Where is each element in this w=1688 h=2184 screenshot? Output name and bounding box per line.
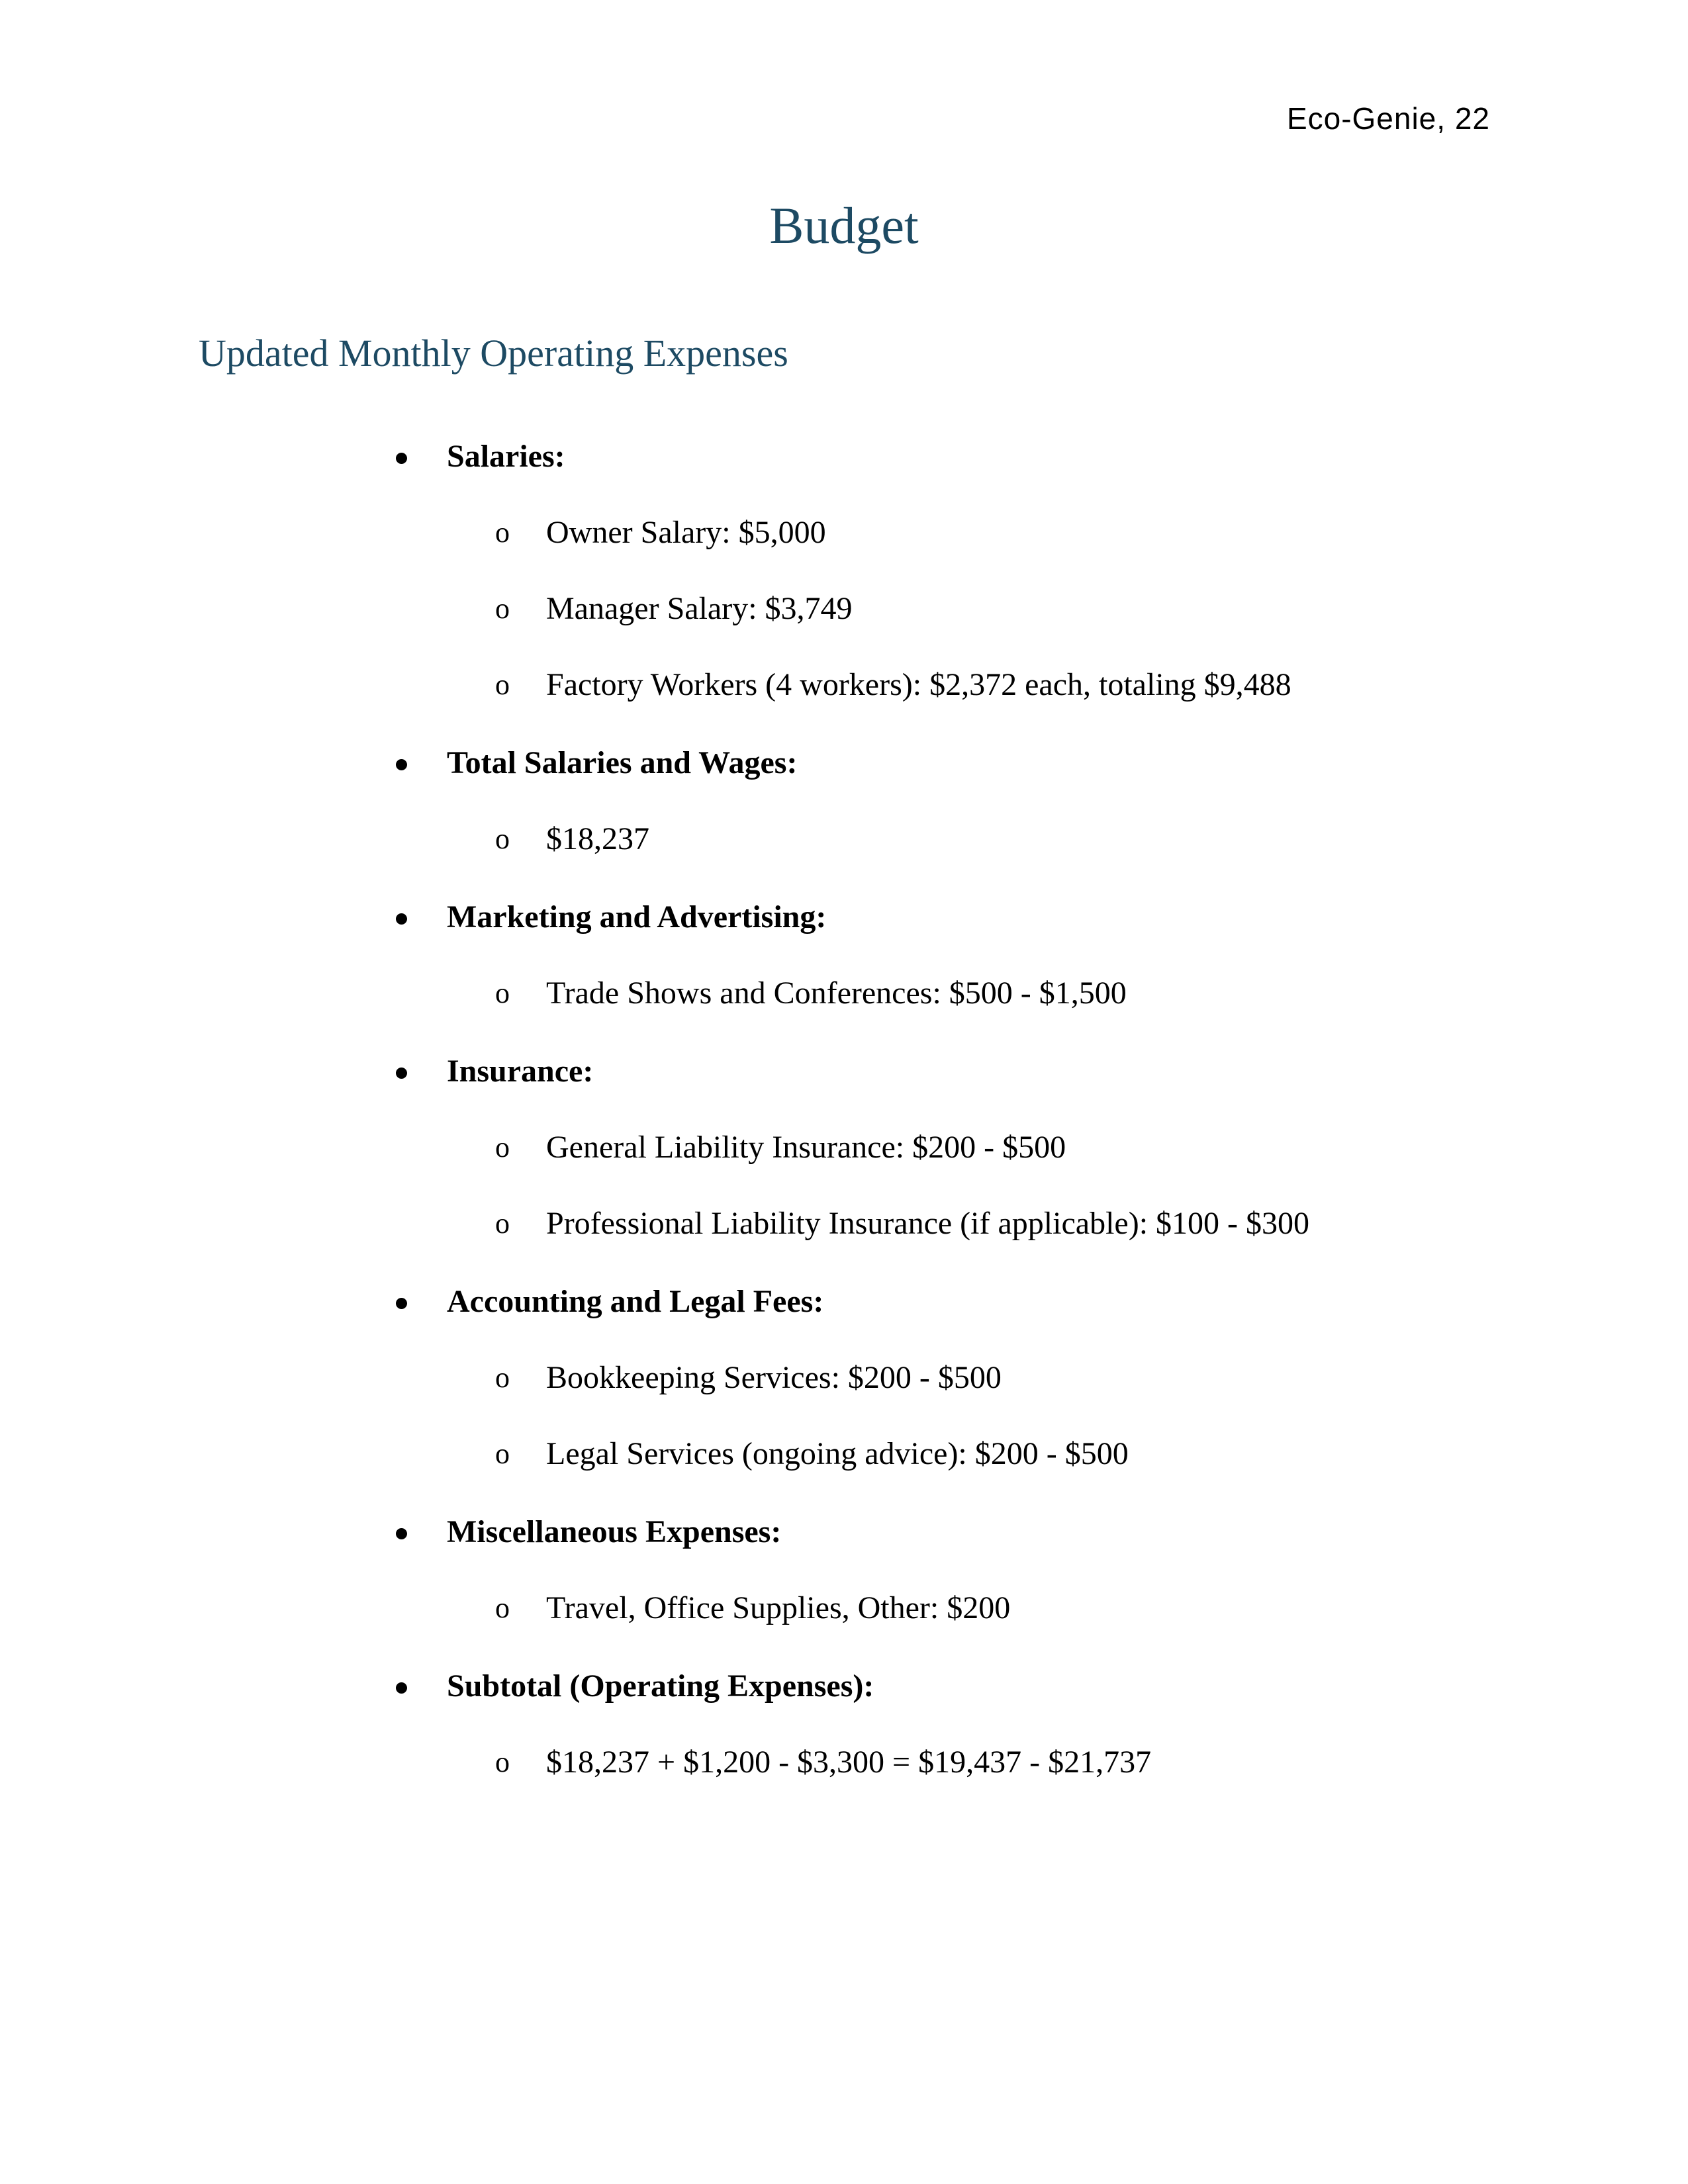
bullet-icon	[396, 1663, 407, 1709]
category-label: Miscellaneous Expenses:	[447, 1514, 782, 1549]
sub-bullet-icon: o	[495, 1361, 510, 1394]
sub-bullet-icon: o	[495, 1746, 510, 1778]
sub-bullet-icon: o	[495, 668, 510, 701]
bullet-icon	[396, 1048, 407, 1095]
sub-bullet-icon: o	[495, 1437, 510, 1470]
expense-line: $18,237 + $1,200 - $3,300 = $19,437 - $21,737	[546, 1745, 1152, 1780]
bullet-icon	[396, 740, 407, 786]
category-label: Subtotal (Operating Expenses):	[447, 1668, 874, 1704]
category-label: Marketing and Advertising:	[447, 899, 827, 934]
section-heading: Updated Monthly Operating Expenses	[199, 332, 788, 375]
sub-bullet-icon: o	[495, 977, 510, 1009]
sub-bullet-icon: o	[495, 516, 510, 549]
expense-line: Owner Salary: $5,000	[546, 515, 826, 550]
bullet-icon	[396, 1509, 407, 1555]
bullet-icon	[396, 1279, 407, 1325]
expense-line: Travel, Office Supplies, Other: $200	[546, 1590, 1011, 1625]
sub-bullet-icon: o	[495, 1207, 510, 1240]
sub-bullet-icon: o	[495, 1592, 510, 1624]
expense-line: Trade Shows and Conferences: $500 - $1,500	[546, 976, 1127, 1011]
bullet-icon	[396, 433, 407, 480]
category-label: Salaries:	[447, 439, 565, 474]
bullet-icon	[396, 894, 407, 940]
category-label: Insurance:	[447, 1054, 594, 1089]
sub-bullet-icon: o	[495, 592, 510, 625]
expense-line: Bookkeeping Services: $200 - $500	[546, 1360, 1002, 1395]
category-label: Total Salaries and Wages:	[447, 745, 798, 780]
expense-line: General Liability Insurance: $200 - $500	[546, 1130, 1066, 1165]
sub-bullet-icon: o	[495, 1131, 510, 1163]
category-label: Accounting and Legal Fees:	[447, 1284, 824, 1319]
expense-line: Manager Salary: $3,749	[546, 591, 853, 626]
expense-line: Factory Workers (4 workers): $2,372 each, totaling $9,488	[546, 667, 1291, 702]
running-head: Eco-Genie, 22	[1286, 101, 1490, 136]
expense-line: $18,237	[546, 821, 649, 856]
expense-line: Professional Liability Insurance (if applicable): $100 - $300	[546, 1206, 1310, 1241]
expense-line: Legal Services (ongoing advice): $200 - $500	[546, 1436, 1129, 1471]
page-title: Budget	[769, 197, 919, 254]
sub-bullet-icon: o	[495, 823, 510, 855]
